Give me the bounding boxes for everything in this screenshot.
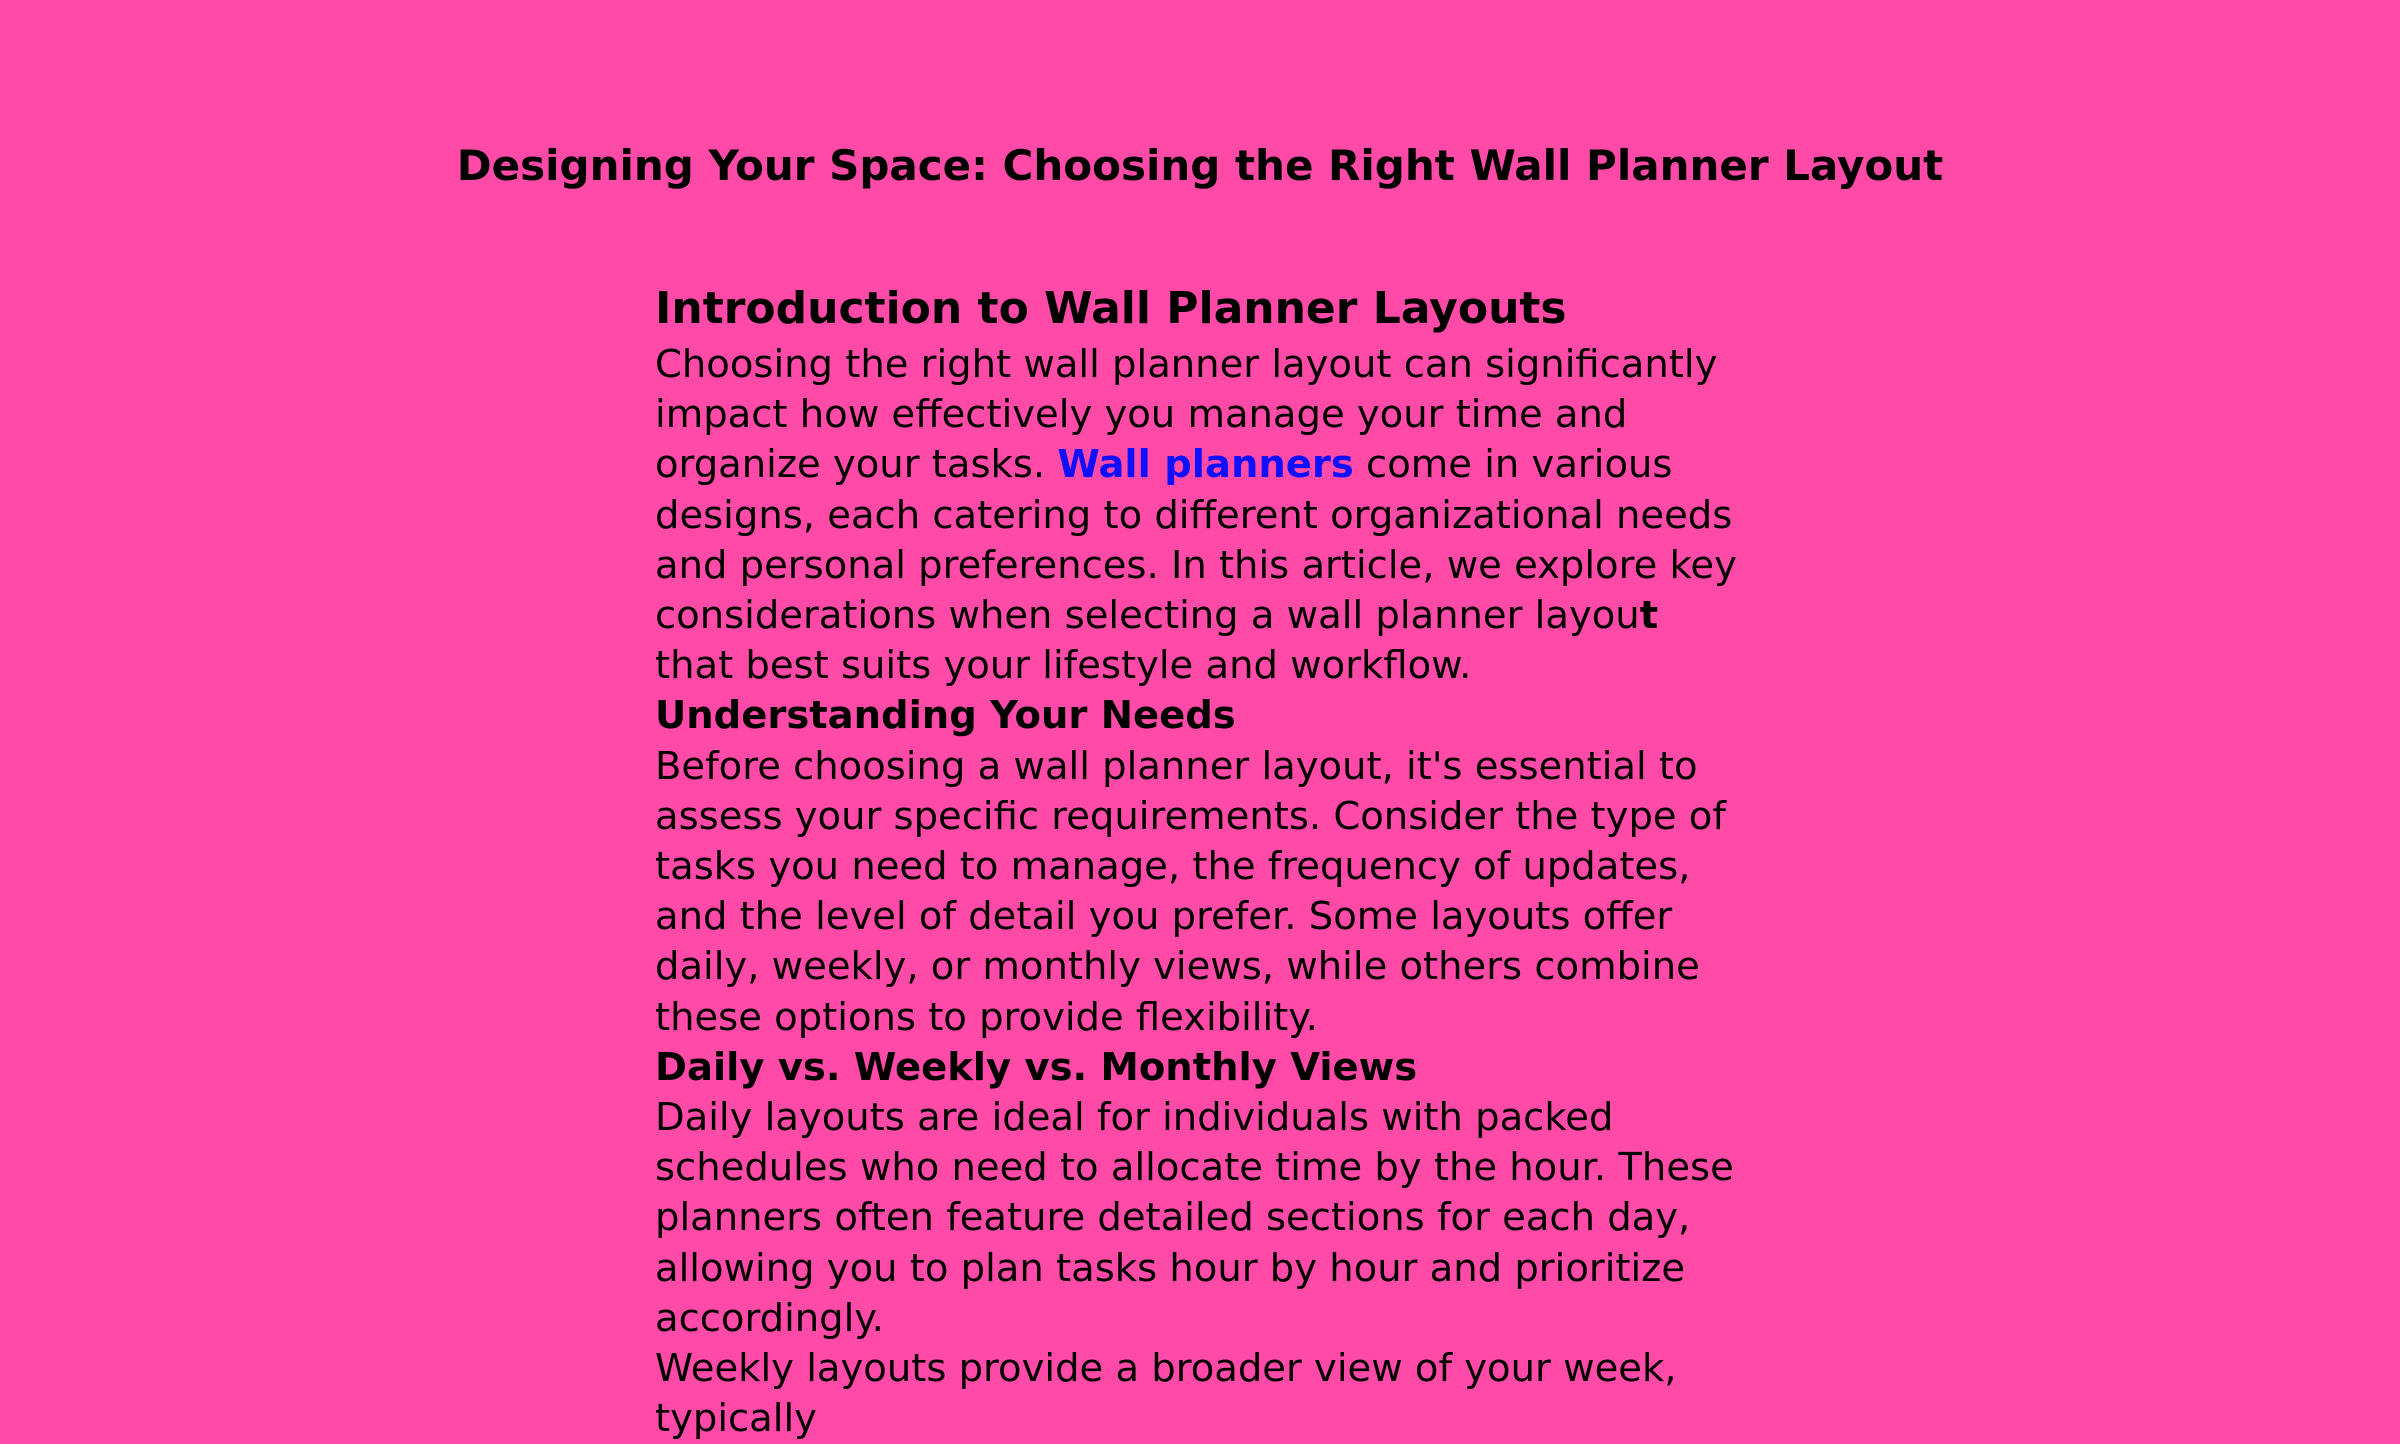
needs-paragraph: Before choosing a wall planner layout, it's essential to assess your specific requirements. Consider the type of tasks you need to manage, the frequency of updates, and the level of detail you prefer. Some layouts offer daily, weekly, or monthly views, while others combine these options to provide flexibility. [655, 743, 1726, 1040]
intro-bold-char: t [1639, 593, 1659, 639]
intro-paragraph [655, 340, 1745, 691]
page-title: Designing Your Space: Choosing the Right Wall Planner Layout [456, 141, 1944, 190]
views-heading: Daily vs. Weekly vs. Monthly Views [655, 1044, 1418, 1090]
weekly-paragraph: Weekly layouts provide a broader view of your week, typically [655, 1346, 1677, 1442]
wall-planners-link[interactable]: Wall planners [1057, 442, 1354, 488]
intro-text-2: come in various designs, each catering to different organizational needs and personal preferences. In this article, we explore key considerations when selecting a wall planner layou [655, 442, 1737, 639]
views-paragraph: Daily layouts are ideal for individuals with packed schedules who need to allocate time by the hour. These planners often feature detailed sections for each day, allowing you to plan tasks hour by hour and prioritize accordingly. [655, 1095, 1734, 1341]
intro-heading: Introduction to Wall Planner Layouts [655, 283, 1567, 334]
intro-text-3: that best suits your lifestyle and workflow. [655, 643, 1472, 689]
intro-text-1: Choosing the right wall planner layout can significantly impact how effectively you manage your time and organize your tasks. [655, 342, 1718, 488]
article-body [655, 278, 1745, 1444]
needs-heading: Understanding Your Needs [655, 693, 1236, 739]
